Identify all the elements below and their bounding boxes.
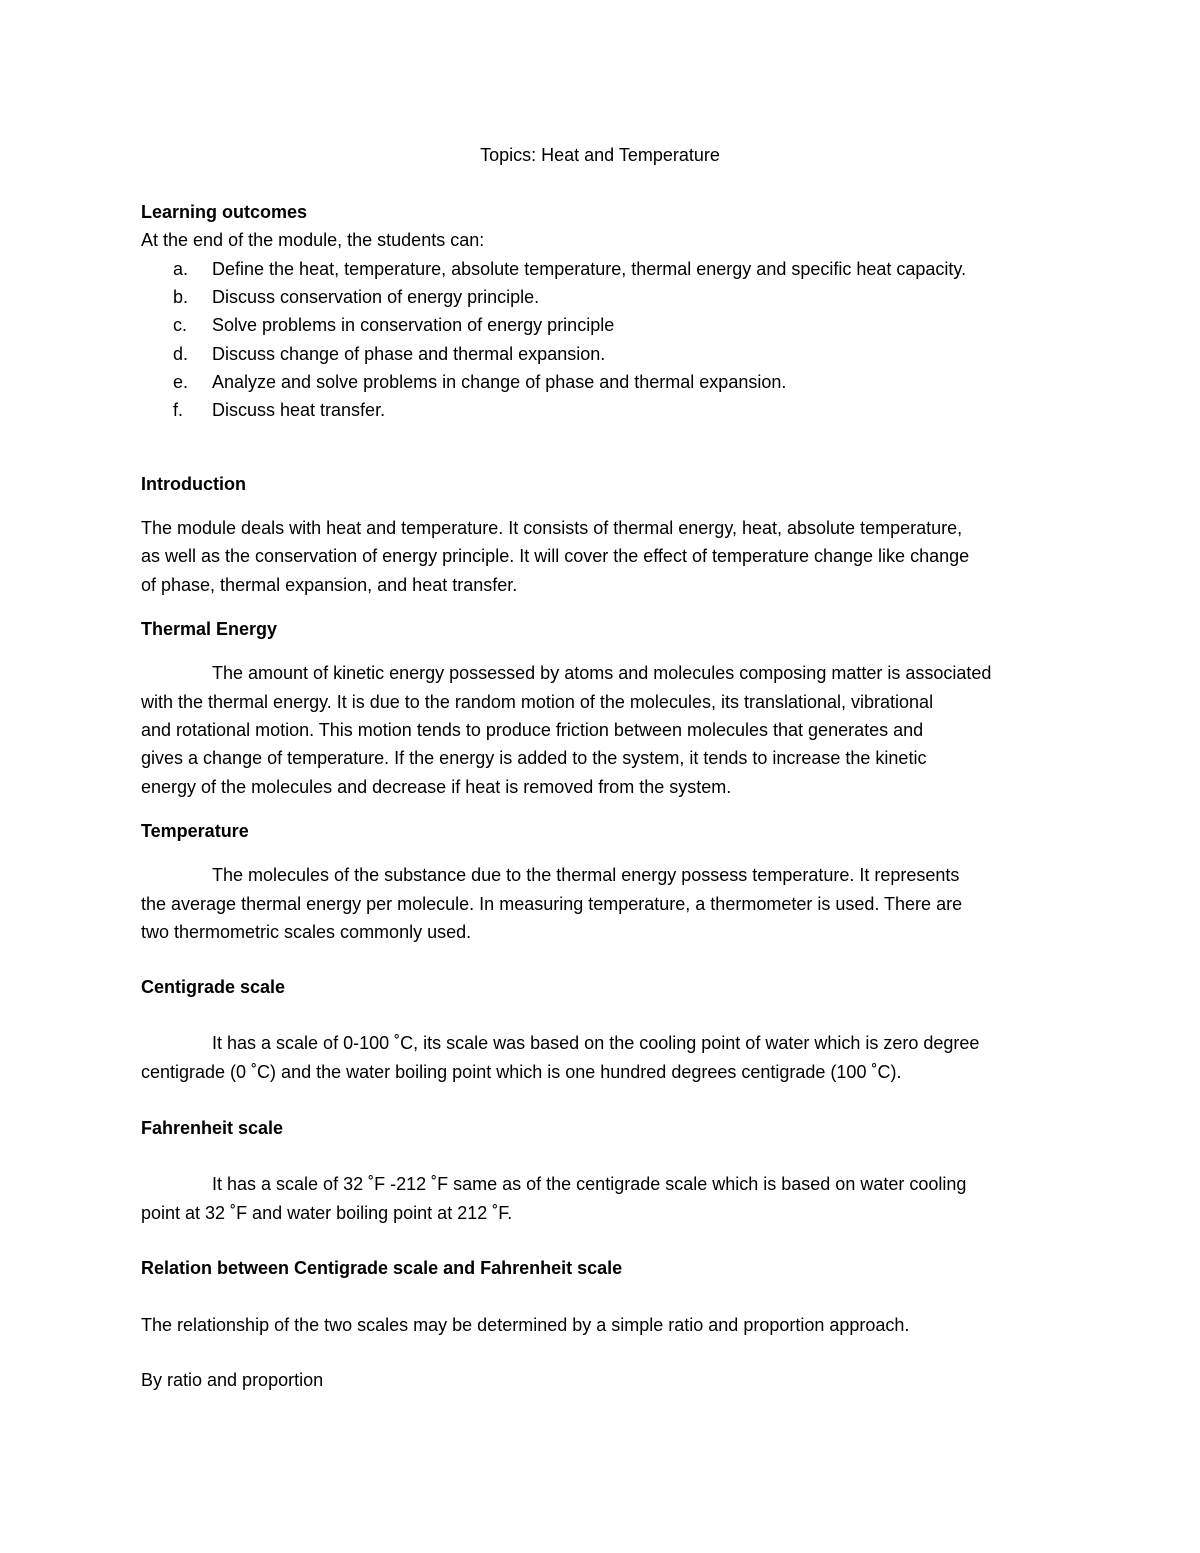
thermal-energy-line: The amount of kinetic energy possessed by atoms and molecules composing matter is associated bbox=[212, 663, 992, 683]
list-item-marker: d. bbox=[173, 344, 189, 364]
centigrade-line: centigrade (0 ˚C) and the water boiling point which is one hundred degrees centigrade (100 ˚C). bbox=[141, 1062, 902, 1082]
list-item-text: Analyze and solve problems in change of phase and thermal expansion. bbox=[212, 372, 787, 392]
by-ratio-text: By ratio and proportion bbox=[141, 1370, 324, 1390]
temperature-line: The molecules of the substance due to the thermal energy possess temperature. It represents bbox=[212, 865, 960, 885]
introduction-line: of phase, thermal expansion, and heat transfer. bbox=[141, 575, 518, 595]
list-item-marker: f. bbox=[173, 400, 184, 420]
centigrade-heading: Centigrade scale bbox=[141, 977, 286, 997]
page-title: Topics: Heat and Temperature bbox=[480, 145, 720, 165]
thermal-energy-heading: Thermal Energy bbox=[141, 619, 278, 639]
introduction-line: The module deals with heat and temperature. It consists of thermal energy, heat, absolute temperature, bbox=[141, 518, 963, 538]
learning-outcomes-intro: At the end of the module, the students can: bbox=[141, 230, 485, 250]
introduction-heading: Introduction bbox=[141, 474, 246, 494]
relation-text: The relationship of the two scales may be determined by a simple ratio and proportion approach. bbox=[141, 1315, 910, 1335]
centigrade-line: It has a scale of 0-100 ˚C, its scale was based on the cooling point of water which is zero degree bbox=[212, 1033, 980, 1053]
thermal-energy-line: energy of the molecules and decrease if heat is removed from the system. bbox=[141, 777, 732, 797]
learning-outcomes-heading: Learning outcomes bbox=[141, 202, 308, 222]
list-item-text: Solve problems in conservation of energy principle bbox=[212, 315, 615, 335]
introduction-line: as well as the conservation of energy principle. It will cover the effect of temperature change like change bbox=[141, 546, 970, 566]
thermal-energy-line: and rotational motion. This motion tends to produce friction between molecules that generates and bbox=[141, 720, 924, 740]
list-item-text: Discuss heat transfer. bbox=[212, 400, 386, 420]
fahrenheit-heading: Fahrenheit scale bbox=[141, 1118, 284, 1138]
list-item-marker: b. bbox=[173, 287, 189, 307]
list-item-marker: c. bbox=[173, 315, 188, 335]
list-item-text: Discuss conservation of energy principle. bbox=[212, 287, 540, 307]
list-item-marker: e. bbox=[173, 372, 189, 392]
thermal-energy-line: with the thermal energy. It is due to the random motion of the molecules, its translational, vibrational bbox=[141, 692, 934, 712]
list-item-marker: a. bbox=[173, 259, 189, 279]
fahrenheit-line: It has a scale of 32 ˚F -212 ˚F same as of the centigrade scale which is based on water cooling bbox=[212, 1174, 967, 1194]
list-item-text: Discuss change of phase and thermal expansion. bbox=[212, 344, 606, 364]
relation-heading: Relation between Centigrade scale and Fahrenheit scale bbox=[141, 1258, 623, 1278]
temperature-heading: Temperature bbox=[141, 821, 249, 841]
temperature-line: two thermometric scales commonly used. bbox=[141, 922, 472, 942]
temperature-line: the average thermal energy per molecule. In measuring temperature, a thermometer is used. There are bbox=[141, 894, 963, 914]
thermal-energy-line: gives a change of temperature. If the energy is added to the system, it tends to increase the kinetic bbox=[141, 748, 927, 768]
list-item-text: Define the heat, temperature, absolute temperature, thermal energy and specific heat capacity. bbox=[212, 259, 967, 279]
fahrenheit-line: point at 32 ˚F and water boiling point at 212 ˚F. bbox=[141, 1203, 513, 1223]
